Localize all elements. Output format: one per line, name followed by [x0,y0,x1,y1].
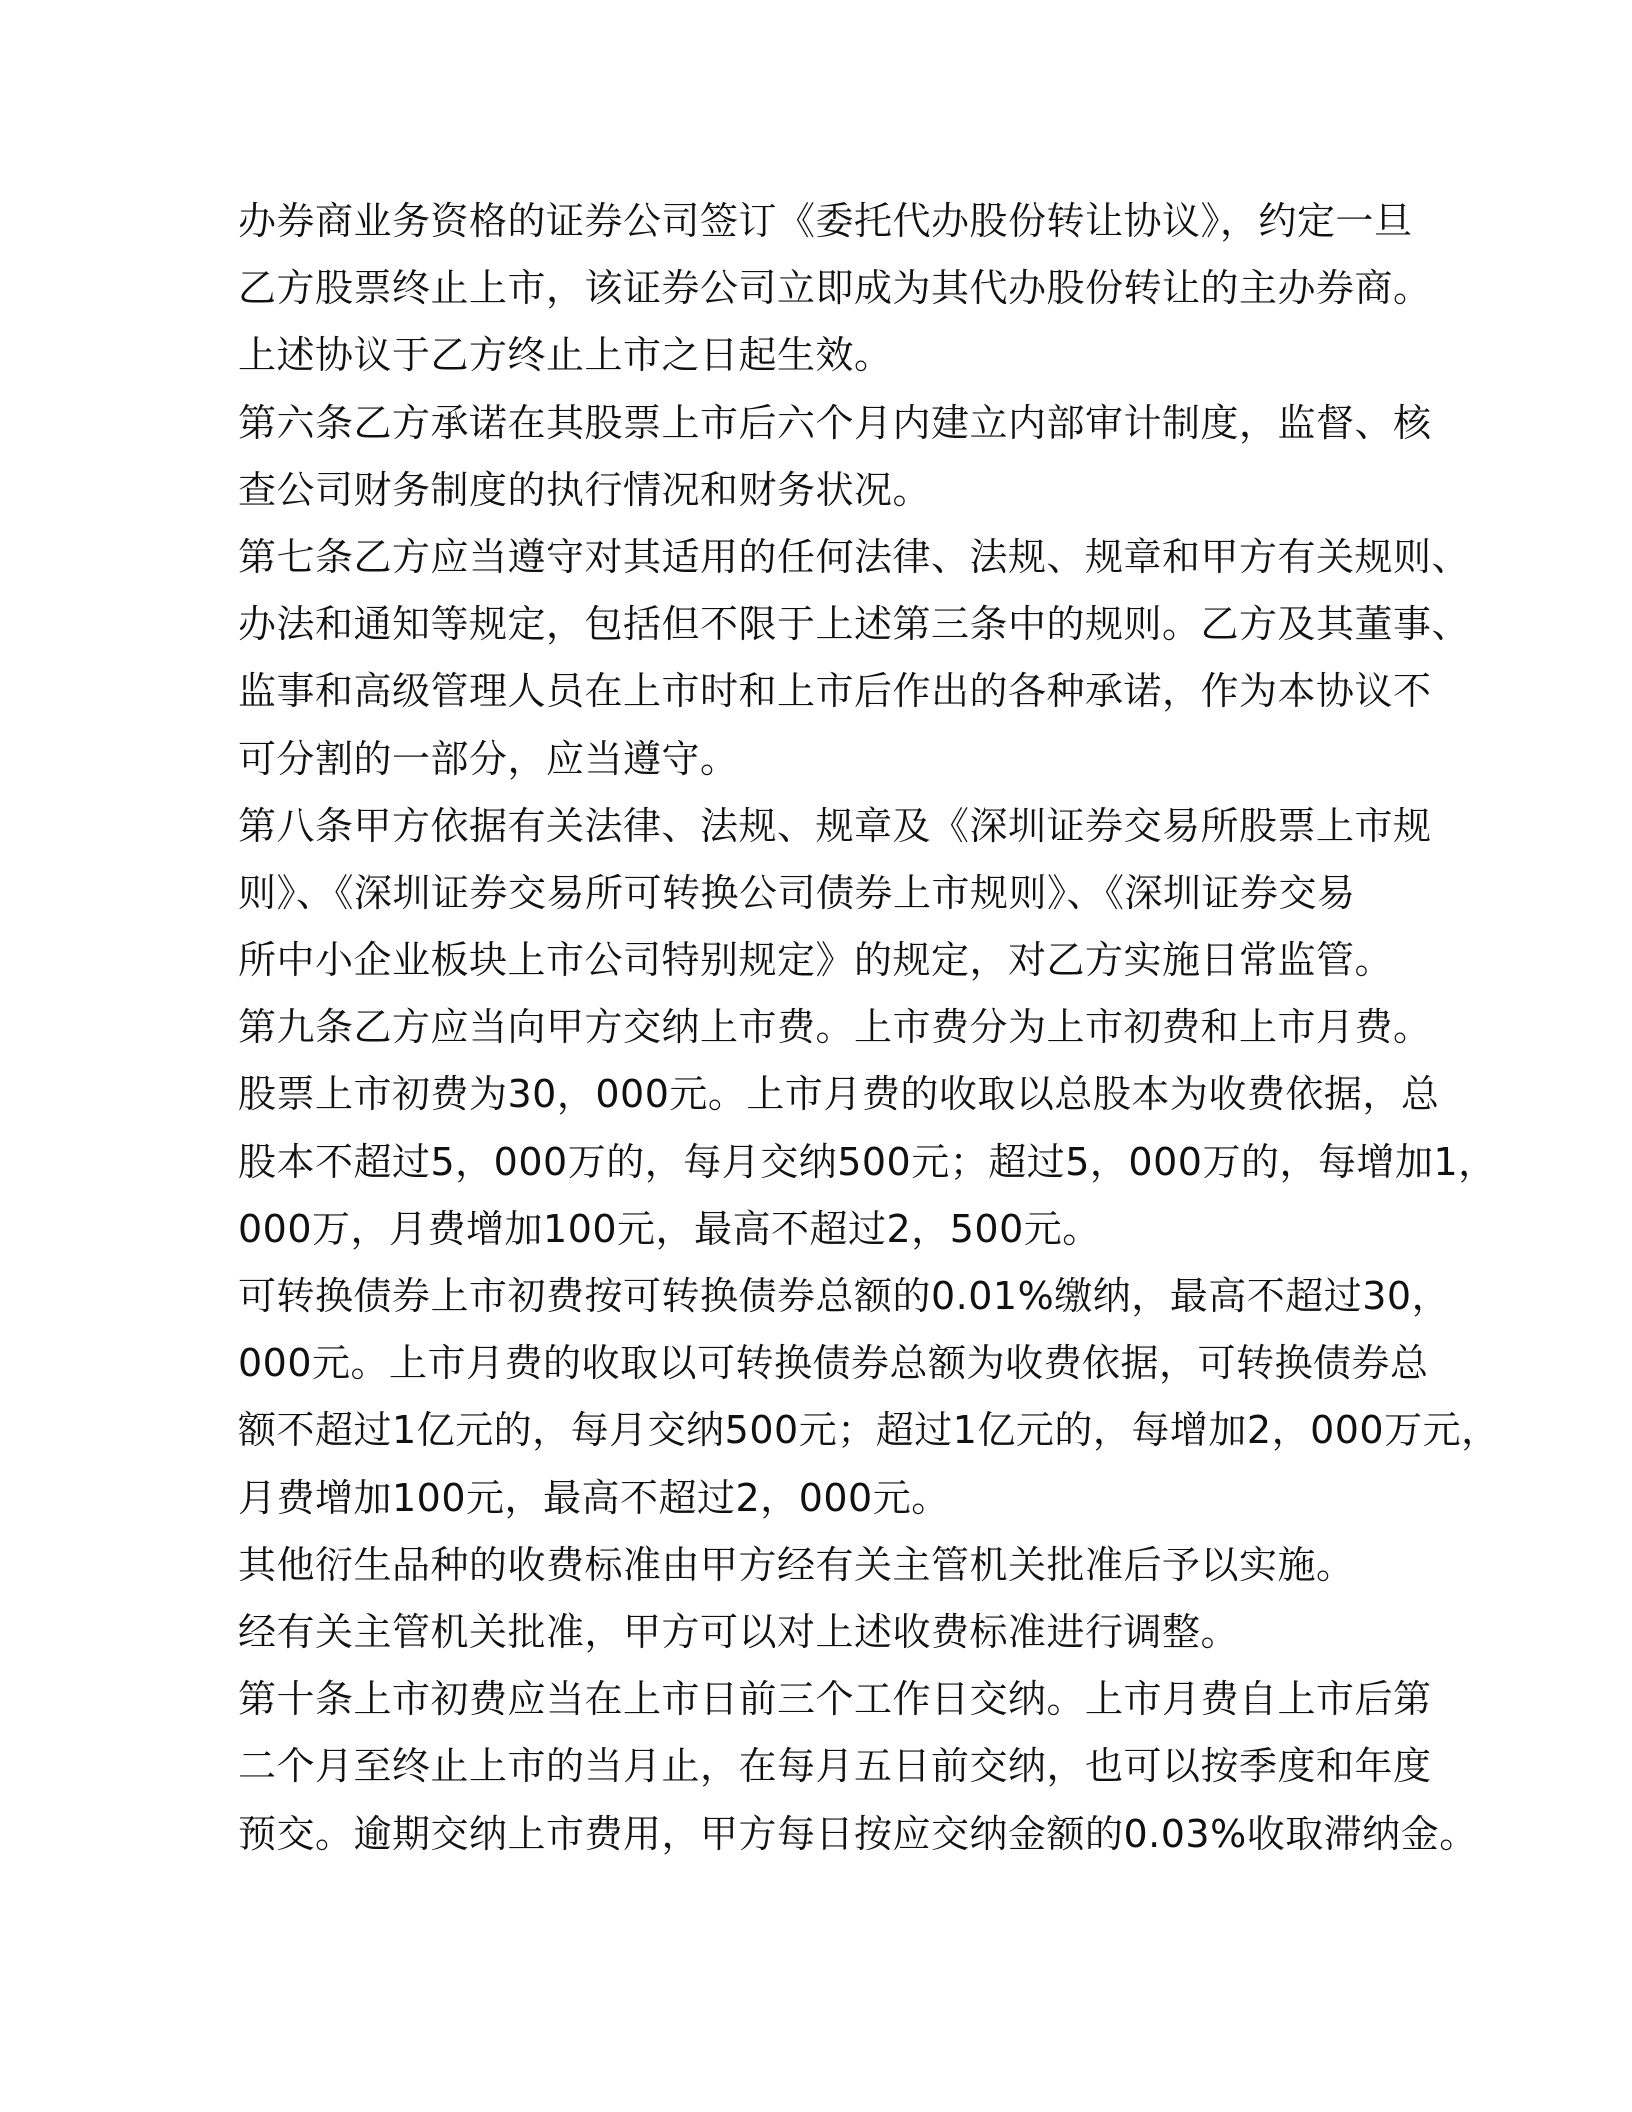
text-line: 股票上市初费为30，000元。上市月费的收取以总股本为收费依据，总 [238,1072,1440,1117]
text-line: 所中小企业板块上市公司特别规定》的规定，对乙方实施日常监管。 [238,938,1394,983]
text-line: 第六条乙方承诺在其股票上市后六个月内建立内部审计制度，监督、核 [238,400,1432,445]
text-line: 第十条上市初费应当在上市日前三个工作日交纳。上市月费自上市后第 [238,1677,1432,1722]
text-line: 其他衍生品种的收费标准由甲方经有关主管机关批准后予以实施。 [238,1542,1355,1587]
text-line: 经有关主管机关批准，甲方可以对上述收费标准进行调整。 [238,1609,1240,1654]
text-line: 第九条乙方应当向甲方交纳上市费。上市费分为上市初费和上市月费。 [238,1005,1432,1050]
text-line: 月费增加100元，最高不超过2，000元。 [238,1475,950,1520]
text-line: 办法和通知等规定，包括但不限于上述第三条中的规则。乙方及其董事、 [238,602,1471,647]
text-line: 预交。逾期交纳上市费用，甲方每日按应交纳金额的0.03%收取滞纳金。 [238,1811,1478,1856]
text-line: 可转换债券上市初费按可转换债券总额的0.01%缴纳，最高不超过30， [238,1274,1451,1318]
text-line: 二个月至终止上市的当月止，在每月五日前交纳，也可以按季度和年度 [238,1744,1432,1789]
text-line: 可分割的一部分，应当遵守。 [238,736,739,781]
text-line: 第八条甲方依据有关法律、法规、规章及《深圳证券交易所股票上市规 [238,803,1432,848]
text-line: 第七条乙方应当遵守对其适用的任何法律、法规、规章和甲方有关规则、 [238,534,1471,579]
text-line: 监事和高级管理人员在上市时和上市后作出的各种承诺，作为本协议不 [238,669,1432,714]
text-line: 000万，月费增加100元，最高不超过2，500元。 [238,1206,1101,1251]
text-line: 查公司财务制度的执行情况和财务状况。 [238,467,932,512]
text-line: 乙方股票终止上市，该证券公司立即成为其代办股份转让的主办券商。 [238,266,1432,311]
document-body [238,188,1500,1868]
text-line: 则》、《深圳证券交易所可转换公司债券上市规则》、《深圳证券交易 [238,870,1356,915]
text-line: 股本不超过5，000万的，每月交纳500元；超过5，000万的，每增加1， [238,1139,1497,1184]
text-line: 000元。上市月费的收取以可转换债券总额为收费依据，可转换债券总 [238,1341,1429,1386]
text-line: 上述协议于乙方终止上市之日起生效。 [238,333,893,378]
text-line: 办券商业务资格的证券公司签订《委托代办股份转让协议》，约定一旦 [238,199,1413,243]
text-line: 额不超过1亿元的，每月交纳500元；超过1亿元的，每增加2，000万元， [238,1408,1500,1453]
